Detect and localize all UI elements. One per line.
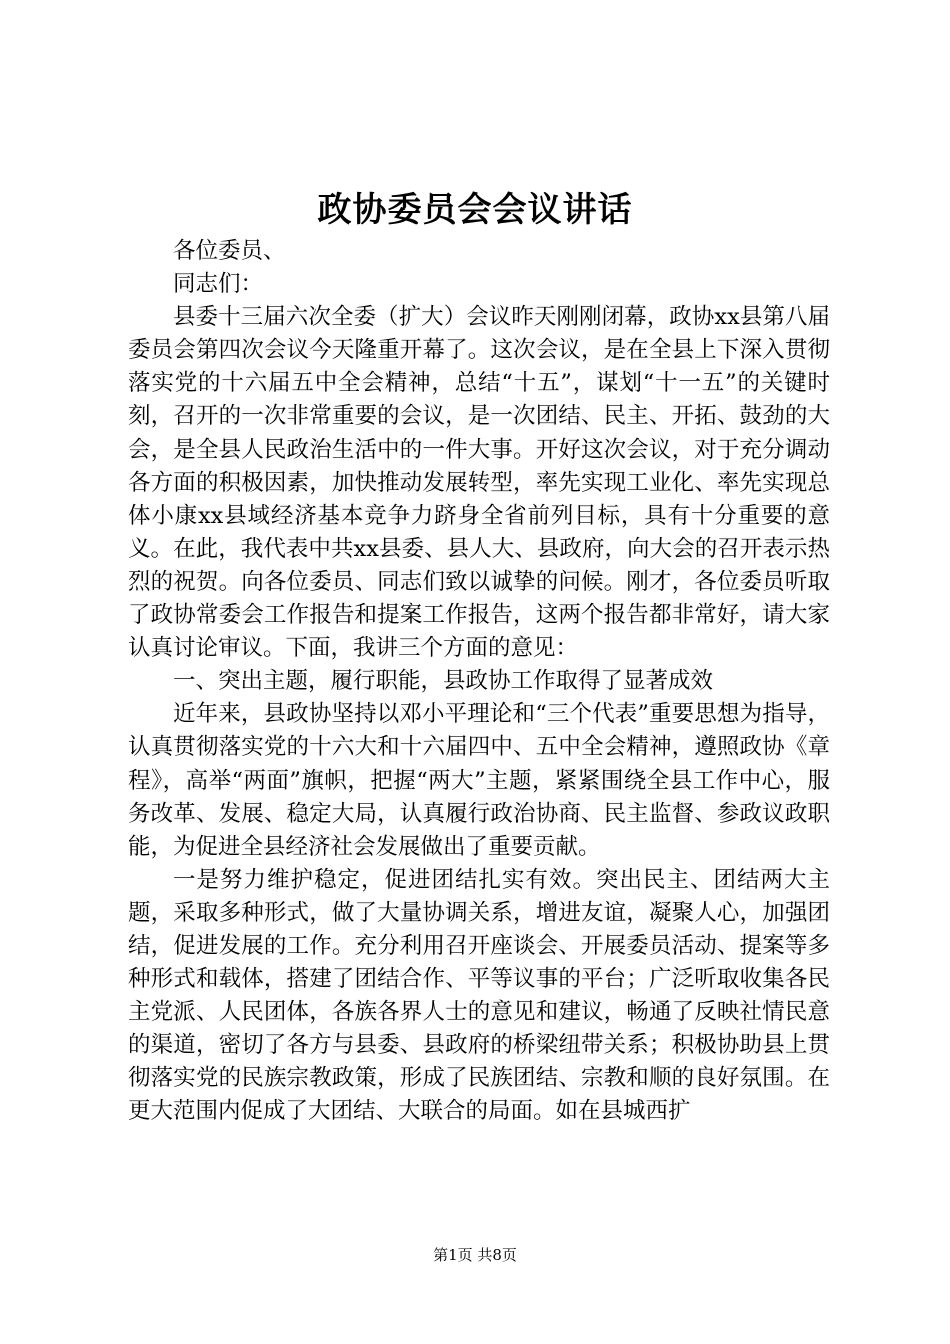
paragraph-stability: 一是努力维护稳定，促进团结扎实有效。突出民主、团结两大主题，采取多种形式，做了大量协调关系，增进友谊，凝聚人心，加强团结，促进发展的工作。充分利用召开座谈会、开展委员活动、提案等多种形式和载体，搭建了团结合作、平等议事的平台；广泛听取收集各民主党派、人民团体，各族各界人士的意见和建议，畅通了反映社情民意的渠道，密切了各方与县委、县政府的桥梁纽带关系；积极协助县上贯彻落实党的民族宗教政策，形成了民族团结、宗教和顺的良好氛围。在更大范围内促成了大团结、大联合的局面。如在县城西扩 bbox=[128, 866, 830, 1125]
section-heading-1: 一、突出主题，履行职能，县政协工作取得了显著成效 bbox=[173, 668, 714, 695]
paragraph-salutation-1: 各位委员、 bbox=[173, 238, 286, 264]
document-body bbox=[128, 235, 830, 1129]
paragraph-salutation-2: 同志们： bbox=[173, 271, 264, 298]
paragraph-opening: 县委十三届六次全委（扩大）会议昨天刚刚闭幕，政协xx县第八届委员会第四次会议今天隆重开幕了。这次会议，是在全县上下深入贯彻落实党的十六届五中全会精神，总结“十五”，谋划“十一五”的关键时刻，召开的一次非常重要的会议，是一次团结、民主、开拓、鼓劲的大会，是全县人民政治生活中的一件大事。开好这次会议，对于充分调动各方面的积极因素，加快推动发展转型，率先实现工业化、率先实现总体小康xx县域经济基本竞争力跻身全省前列目标，具有十分重要的意义。在此，我代表中共xx县委、县人大、县政府，向大会的召开表示热烈的祝贺。向各位委员、同志们致以诚挚的问候。刚才，各位委员听取了政协常委会工作报告和提案工作报告，这两个报告都非常好，请大家认真讨论审议。下面，我讲三个方面的意见： bbox=[128, 304, 830, 662]
document-title: 政协委员会会议讲话 bbox=[317, 190, 633, 230]
page-number-footer: 第1页 共8页 bbox=[433, 1246, 517, 1264]
paragraph-achievements: 近年来，县政协坚持以邓小平理论和“三个代表”重要思想为指导，认真贯彻落实党的十六大和十六届四中、五中全会精神，遵照政协《章程》，高举“两面”旗帜，把握“两大”主题，紧紧围绕全县工作中心，服务改革、发展、稳定大局，认真履行政治协商、民主监督、参政议政职能，为促进全县经济社会发展做出了重要贡献。 bbox=[128, 701, 830, 860]
